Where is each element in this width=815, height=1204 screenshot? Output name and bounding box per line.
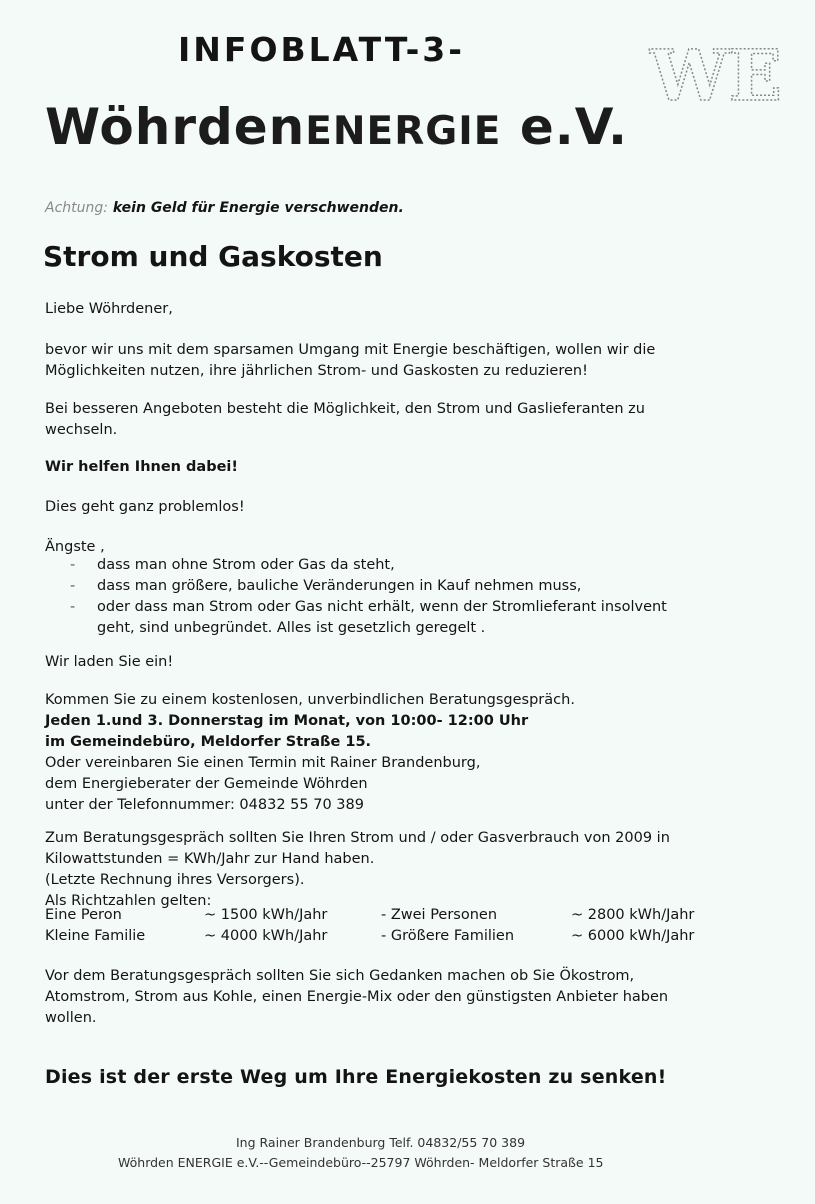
benchmark-label: - Zwei Personen xyxy=(381,907,498,923)
bring-line: Als Richtzahlen gelten: xyxy=(45,893,212,909)
consultation-line: im Gemeindebüro, Meldorfer Straße 15. xyxy=(45,734,372,750)
achtung-note xyxy=(45,200,404,216)
bring-line: Kilowattstunden = KWh/Jahr zur Hand haben. xyxy=(45,851,375,867)
org-name-part3: e.V. xyxy=(501,98,628,156)
paragraph-line: Möglichkeiten nutzen, ihre jährlichen Strom- und Gaskosten zu reduzieren! xyxy=(45,363,588,379)
org-name-part1: Wöhrden xyxy=(45,98,306,156)
consultation-line: Kommen Sie zu einem kostenlosen, unverbindlichen Beratungsgespräch. xyxy=(45,692,575,708)
easy-statement: Dies geht ganz problemlos! xyxy=(45,499,245,515)
bring-line: Zum Beratungsgespräch sollten Sie Ihren Strom und / oder Gasverbrauch von 2009 in xyxy=(45,830,670,846)
consultation-line: Oder vereinbaren Sie einen Termin mit Rainer Brandenburg, xyxy=(45,755,481,771)
benchmark-label: Kleine Familie xyxy=(45,928,146,944)
phone-number-line: unter der Telefonnummer: 04832 55 70 389 xyxy=(45,797,364,813)
paragraph-line: bevor wir uns mit dem sparsamen Umgang mit Energie beschäftigen, wollen wir die xyxy=(45,342,656,358)
list-item: - dass man ohne Strom oder Gas da steht, xyxy=(70,557,395,573)
consultation-line: dem Energieberater der Gemeinde Wöhrden xyxy=(45,776,368,792)
invite-statement: Wir laden Sie ein! xyxy=(45,654,174,670)
benchmark-label: Eine Peron xyxy=(45,907,122,923)
paragraph-line: wechseln. xyxy=(45,422,118,438)
benchmark-label: - Größere Familien xyxy=(381,928,515,944)
paragraph-intro xyxy=(45,340,655,382)
consultation-info xyxy=(45,690,575,816)
benchmark-value: ~ 2800 kWh/Jahr xyxy=(571,907,695,923)
think-info xyxy=(45,966,668,1029)
think-line: Vor dem Beratungsgespräch sollten Sie sich Gedanken machen ob Sie Ökostrom, xyxy=(45,968,635,984)
we-logo xyxy=(645,30,785,110)
paragraph-switch xyxy=(45,399,645,441)
list-item-continuation: geht, sind unbegründet. Alles ist gesetzlich geregelt . xyxy=(97,620,486,636)
paragraph-line: Bei besseren Angeboten besteht die Möglichkeit, den Strom und Gaslieferanten zu xyxy=(45,401,645,417)
bring-info xyxy=(45,828,670,912)
org-name-part2: ENERGIE xyxy=(305,109,502,154)
think-line: wollen. xyxy=(45,1010,97,1026)
fears-label: Ängste , xyxy=(45,539,105,555)
benchmark-value: ~ 6000 kWh/Jahr xyxy=(571,928,695,944)
we-logo-text: WE xyxy=(650,34,782,110)
fears-list xyxy=(70,555,667,639)
closing-statement: Dies ist der erste Weg um Ihre Energiekosten zu senken! xyxy=(45,1066,667,1088)
footer-contact: Ing Rainer Brandenburg Telf. 04832/55 70 389 xyxy=(236,1135,526,1150)
list-item: - dass man größere, bauliche Veränderungen in Kauf nehmen muss, xyxy=(70,578,582,594)
bring-line: (Letzte Rechnung ihres Versorgers). xyxy=(45,872,305,888)
organization-name xyxy=(45,98,628,156)
consultation-line: Jeden 1.und 3. Donnerstag im Monat, von 10:00- 12:00 Uhr xyxy=(45,713,529,729)
page-title: Strom und Gaskosten xyxy=(43,240,383,273)
achtung-label: Achtung: xyxy=(45,200,108,216)
help-statement: Wir helfen Ihnen dabei! xyxy=(45,459,239,475)
benchmark-value: ~ 1500 kWh/Jahr xyxy=(204,907,328,923)
infoblatt-heading: INFOBLATT-3- xyxy=(178,30,465,69)
achtung-text: kein Geld für Energie verschwenden. xyxy=(108,200,404,216)
footer-address: Wöhrden ENERGIE e.V.--Gemeindebüro--25797 Wöhrden- Meldorfer Straße 15 xyxy=(118,1155,604,1170)
list-item: - oder dass man Strom oder Gas nicht erhält, wenn der Stromlieferant insolvent xyxy=(70,599,667,615)
greeting: Liebe Wöhrdener, xyxy=(45,301,173,317)
think-line: Atomstrom, Strom aus Kohle, einen Energie-Mix oder den günstigsten Anbieter haben xyxy=(45,989,669,1005)
benchmark-value: ~ 4000 kWh/Jahr xyxy=(204,928,328,944)
